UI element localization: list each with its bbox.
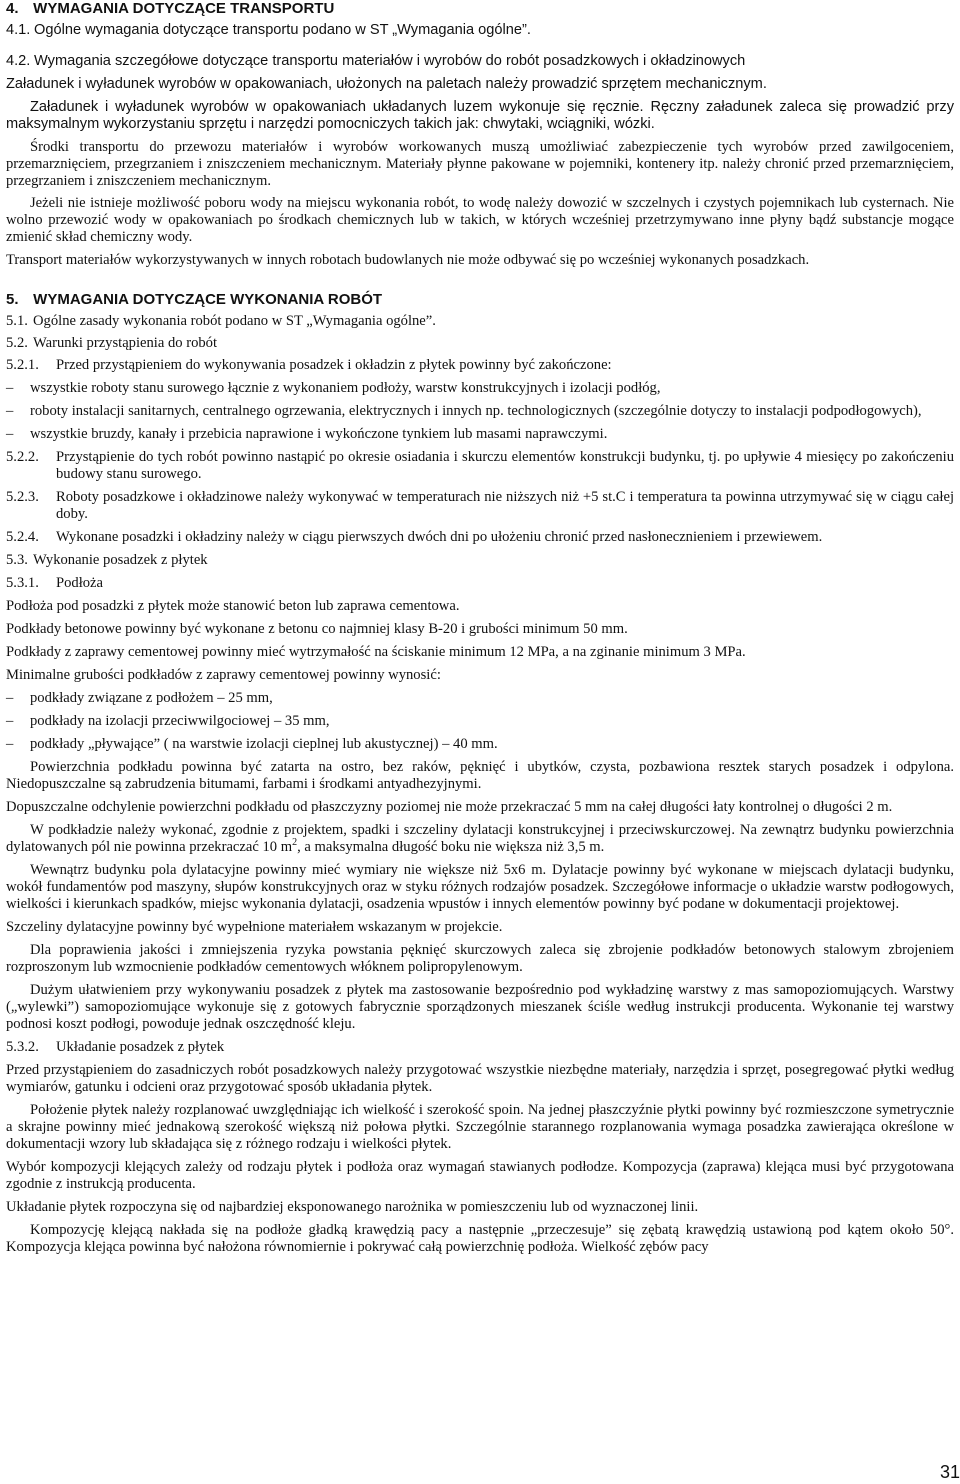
heading-5-3-2: 5.3.2. Układanie posadzek z płytek (6, 1039, 225, 1055)
paragraph: Położenie płytek należy rozplanować uwzględniając ich wielkość i szerokość spoin. Na jednej płaszczyźnie płytki powinny być rozmieszczone symetrycznie a skrajne powinny mieć jednakową szerokość większą niż połowa płytki. Szczególnie starannego rozplanowania wymaga posadzka zawierająca określone w dokumentacji wzory lub składająca się z różnego rodzaju i wielkości płytek. (6, 1102, 954, 1152)
heading-5-2: 5.2. Warunki przystąpienia do robót (6, 335, 218, 351)
heading-5-3: 5.3. Wykonanie posadzek z płytek (6, 552, 208, 568)
list-item: – wszystkie bruzdy, kanały i przebicia naprawione i wykończone tynkiem lub masami naprawczymi. (6, 426, 608, 442)
paragraph: Transport materiałów wykorzystywanych w innych robotach budowlanych nie może odbywać się po wcześniej wykonanych posadzkach. (6, 252, 810, 268)
heading-5-3-1: 5.3.1. Podłoża (6, 575, 104, 591)
heading-5-2-4: 5.2.4. Wykonane posadzki i okładziny należy w ciągu pierwszych dwóch dni po ułożeniu chronić przed nasłonecznieniem i przewiewem. (6, 529, 823, 545)
paragraph: Szczeliny dylatacyjne powinny być wypełnione materiałem wskazanym w projekcie. (6, 919, 503, 935)
heading-5-1: 5.1. Ogólne zasady wykonania robót podano w ST „Wymagania ogólne”. (6, 313, 436, 329)
paragraph: Załadunek i wyładunek wyrobów w opakowaniach, ułożonych na paletach należy prowadzić sprzętem mechanicznym. (6, 76, 767, 92)
heading-5-2-1: 5.2.1. Przed przystąpieniem do wykonywania posadzek i okładzin z płytek powinny być zakończone: (6, 357, 612, 373)
heading-4-1: 4.1. Ogólne wymagania dotyczące transportu podano w ST „Wymagania ogólne”. (6, 22, 531, 38)
paragraph: Podkłady betonowe powinny być wykonane z betonu co najmniej klasy B-20 i grubości minimum 50 mm. (6, 621, 628, 637)
paragraph: Minimalne grubości podkładów z zaprawy cementowej powinny wynosić: (6, 667, 441, 683)
paragraph: Dużym ułatwieniem przy wykonywaniu posadzek z płytek ma zastosowanie bezpośrednio pod wykładzinę warstwy z mas samopoziomujących. Warstwy („wylewki”) samopoziomujące wykonuje się z gotowych fabrycznie sporządzonych mieszanek ściśle według instrukcji producenta. Wykonanie tej warstwy podnosi koszt podłogi, powoduje jednak oszczędność kleju. (6, 982, 954, 1032)
paragraph: Układanie płytek rozpoczyna się od najbardziej eksponowanego narożnika w pomieszczeniu lub od wyznaczonej linii. (6, 1199, 699, 1215)
paragraph: Środki transportu do przewozu materiałów i wyrobów workowanych muszą umożliwiać zabezpieczenie tych wyrobów przed zawilgoceniem, przemarznięciem, przegrzaniem i zniszczeniem mechanicznym. Materiały płynne pakowane w pojemniki, kontenery itp. należy chronić przed przemarznięciem, przegrzaniem i zniszczeniem mechanicznym. (6, 139, 954, 189)
paragraph: Kompozycję klejącą nakłada się na podłoże gładką krawędzią pacy a następnie „przeczesuje” się zębatą krawędzią ustawioną pod kątem około 50°. Kompozycja klejąca powinna być nałożona równomiernie i pokrywać całą powierzchnię podłoża. Wielkość zębów pacy (6, 1222, 954, 1255)
paragraph: Powierzchnia podkładu powinna być zatarta na ostro, bez raków, pęknięć i ubytków, czysta, pozbawiona resztek starych posadzek i odpylona. Niedopuszczalne są zabrudzenia bitumami, farbami i środkami antyadhezyjnymi. (6, 759, 954, 792)
list-item: – podkłady na izolacji przeciwwilgociowej – 35 mm, (6, 713, 330, 729)
heading-5-2-3: 5.2.3. Roboty posadzkowe i okładzinowe należy wykonywać w temperaturach nie niższych niż +5 st.C i temperatura ta powinna utrzymywać się w ciągu całej doby. (6, 489, 954, 522)
section-4-title: 4. WYMAGANIA DOTYCZĄCE TRANSPORTU (6, 0, 335, 17)
list-item: – podkłady „pływające” ( na warstwie izolacji cieplnej lub akustycznej) – 40 mm. (6, 736, 498, 752)
paragraph: W podkładzie należy wykonać, zgodnie z projektem, spadki i szczeliny dylatacji konstrukcyjnej i przeciwskurczowej. Na zewnątrz budynku powierzchnia dylatowanych pól nie powinna przekraczać 10 $m^2$, a maksymalna długość boku nie większa niż 3,5 m. (6, 822, 954, 855)
list-item: – wszystkie roboty stanu surowego łącznie z wykonaniem podłoży, warstw konstrukcyjnych i izolacji podłóg, (6, 380, 661, 396)
paragraph: Załadunek i wyładunek wyrobów w opakowaniach układanych luzem wykonuje się ręcznie. Ręczny załadunek zaleca się prowadzić przy maksymalnym wykorzystaniu sprzętu i narzędzi pomocniczych takich jak: chwytaki, wciągniki, wózki. (6, 99, 954, 132)
list-item: – podkłady związane z podłożem – 25 mm, (6, 690, 273, 706)
paragraph: Jeżeli nie istnieje możliwość poboru wody na miejscu wykonania robót, to wodę należy dowozić w szczelnych i czystych pojemnikach lub cysternach. Nie wolno przewozić wody w opakowaniach po środkach chemicznych lub w takich, w których wcześniej przetrzymywano inne płyny bądź substancje mogące zmienić skład chemiczny wody. (6, 195, 954, 245)
paragraph: Wybór kompozycji klejących zależy od rodzaju płytek i podłoża oraz wymagań stawianych podłodze. Kompozycja (zaprawa) klejąca musi być przygotowana zgodnie z instrukcją producenta. (6, 1159, 954, 1192)
heading-4-2: 4.2. Wymagania szczegółowe dotyczące transportu materiałów i wyrobów do robót posadzkowych i okładzinowych (6, 53, 746, 69)
paragraph: Podkłady z zaprawy cementowej powinny mieć wytrzymałość na ściskanie minimum 12 MPa, a na zginanie minimum 3 MPa. (6, 644, 746, 660)
heading-5-2-2: 5.2.2. Przystąpienie do tych robót powinno nastąpić po okresie osiadania i skurczu elementów konstrukcji budynku, tj. po upływie 4 miesięcy po zakończeniu budowy stanu surowego. (6, 449, 954, 482)
document-page (6, 0, 954, 1256)
paragraph: Podłoża pod posadzki z płytek może stanowić beton lub zaprawa cementowa. (6, 598, 460, 614)
paragraph: Przed przystąpieniem do zasadniczych robót posadzkowych należy przygotować wszystkie niezbędne materiały, narzędzia i sprzęt, posegregować płytki według wymiarów, gatunku i odcieni oraz przygotować sposób układania płytek. (6, 1062, 954, 1095)
paragraph: Dla poprawienia jakości i zmniejszenia ryzyka powstania pęknięć skurczowych zaleca się zbrojenie podkładów betonowych stalowym zbrojeniem rozproszonym lub wzmocnienie podkładów cementowych włóknem polipropylenowym. (6, 942, 954, 975)
paragraph: Wewnątrz budynku pola dylatacyjne powinny mieć wymiary nie większe niż 5x6 m. Dylatacje powinny być wykonane w miejscach dylatacji budynku, wokół fundamentów pod maszyny, słupów konstrukcyjnych oraz w styku różnych rodzajów posadzek. Szczegółowe informacje o układzie warstw podłogowych, wielkości i kierunkach spadków, miejsc wykonania dylatacji, osadzenia wpustów i innych elementów powinny być podane w dokumentacji projektowej. (6, 862, 954, 912)
list-item: – roboty instalacji sanitarnych, centralnego ogrzewania, elektrycznych i innych np. technologicznych (szczególnie dotyczy to instalacji podpodłogowych), (6, 403, 922, 419)
paragraph: Dopuszczalne odchylenie powierzchni podkładu od płaszczyzny poziomej nie może przekraczać 5 mm na całej długości łaty kontrolnej o długości 2 m. (6, 799, 893, 815)
section-5-title: 5. WYMAGANIA DOTYCZĄCE WYKONANIA ROBÓT (6, 291, 383, 308)
page-number: 31 (939, 1462, 960, 1482)
